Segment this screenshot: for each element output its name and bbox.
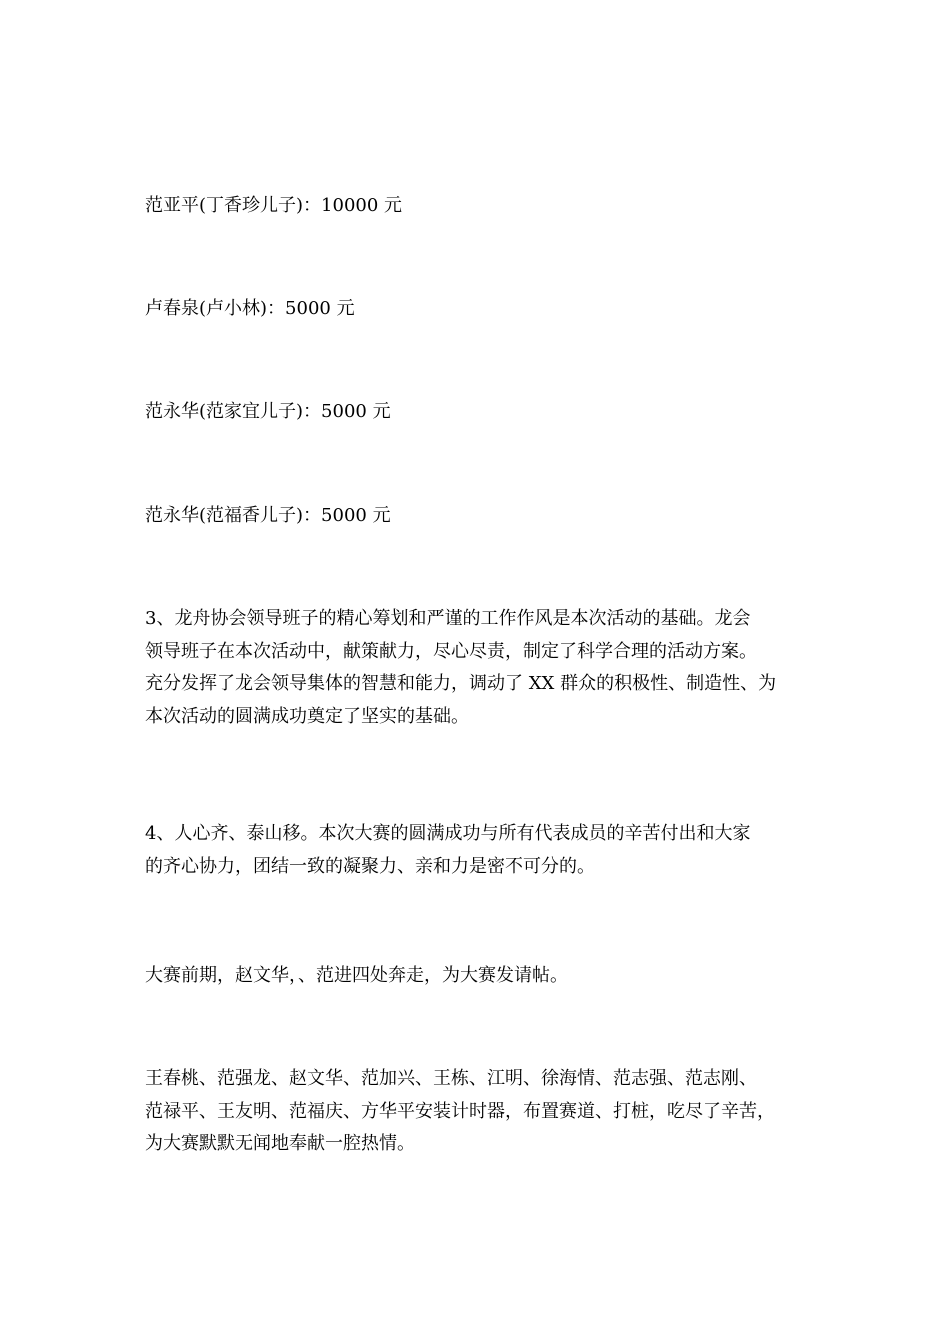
paragraph-line: 王春桃、范强龙、赵文华、范加兴、王栋、江明、徐海情、范志强、范志刚、 — [145, 1068, 757, 1089]
paragraph-preparation — [145, 960, 810, 993]
paragraph-line: 3、龙舟协会领导班子的精心筹划和严谨的工作作风是本次活动的基础。龙会 — [145, 608, 751, 629]
donation-line-3: 范永华(范家宜儿子)：5000 元 — [145, 401, 391, 422]
paragraph-line: 4、人心齐、泰山移。本次大赛的圆满成功与所有代表成员的辛苦付出和大家 — [145, 823, 751, 844]
paragraph-line: 大赛前期，赵文华，、范进四处奔走，为大赛发请帖。 — [145, 965, 568, 986]
paragraph-line: 充分发挥了龙会领导集体的智慧和能力，调动了 XX 群众的积极性、制造性、为 — [145, 673, 777, 694]
paragraph-unity — [145, 818, 810, 883]
paragraph-line: 范禄平、王友明、范福庆、方华平安装计时器，布置赛道、打桩，吃尽了辛苦， — [145, 1100, 775, 1122]
paragraph-line: 领导班子在本次活动中，献策献力，尽心尽责，制定了科学合理的活动方案。 — [145, 640, 757, 662]
paragraph-line: 的齐心协力，团结一致的凝聚力、亲和力是密不可分的。 — [145, 855, 595, 877]
donation-line-1: 范亚平(丁香珍儿子)：10000 元 — [145, 195, 403, 216]
donation-line-4: 范永华(范福香儿子)：5000 元 — [145, 505, 391, 526]
paragraph-line: 为大赛默默无闻地奉献一腔热情。 — [145, 1133, 415, 1154]
paragraph-line: 本次活动的圆满成功奠定了坚实的基础。 — [145, 705, 469, 727]
donation-line-2: 卢春泉(卢小林)：5000 元 — [145, 298, 355, 319]
paragraph-volunteers — [145, 1063, 810, 1161]
paragraph-leadership — [145, 603, 810, 733]
